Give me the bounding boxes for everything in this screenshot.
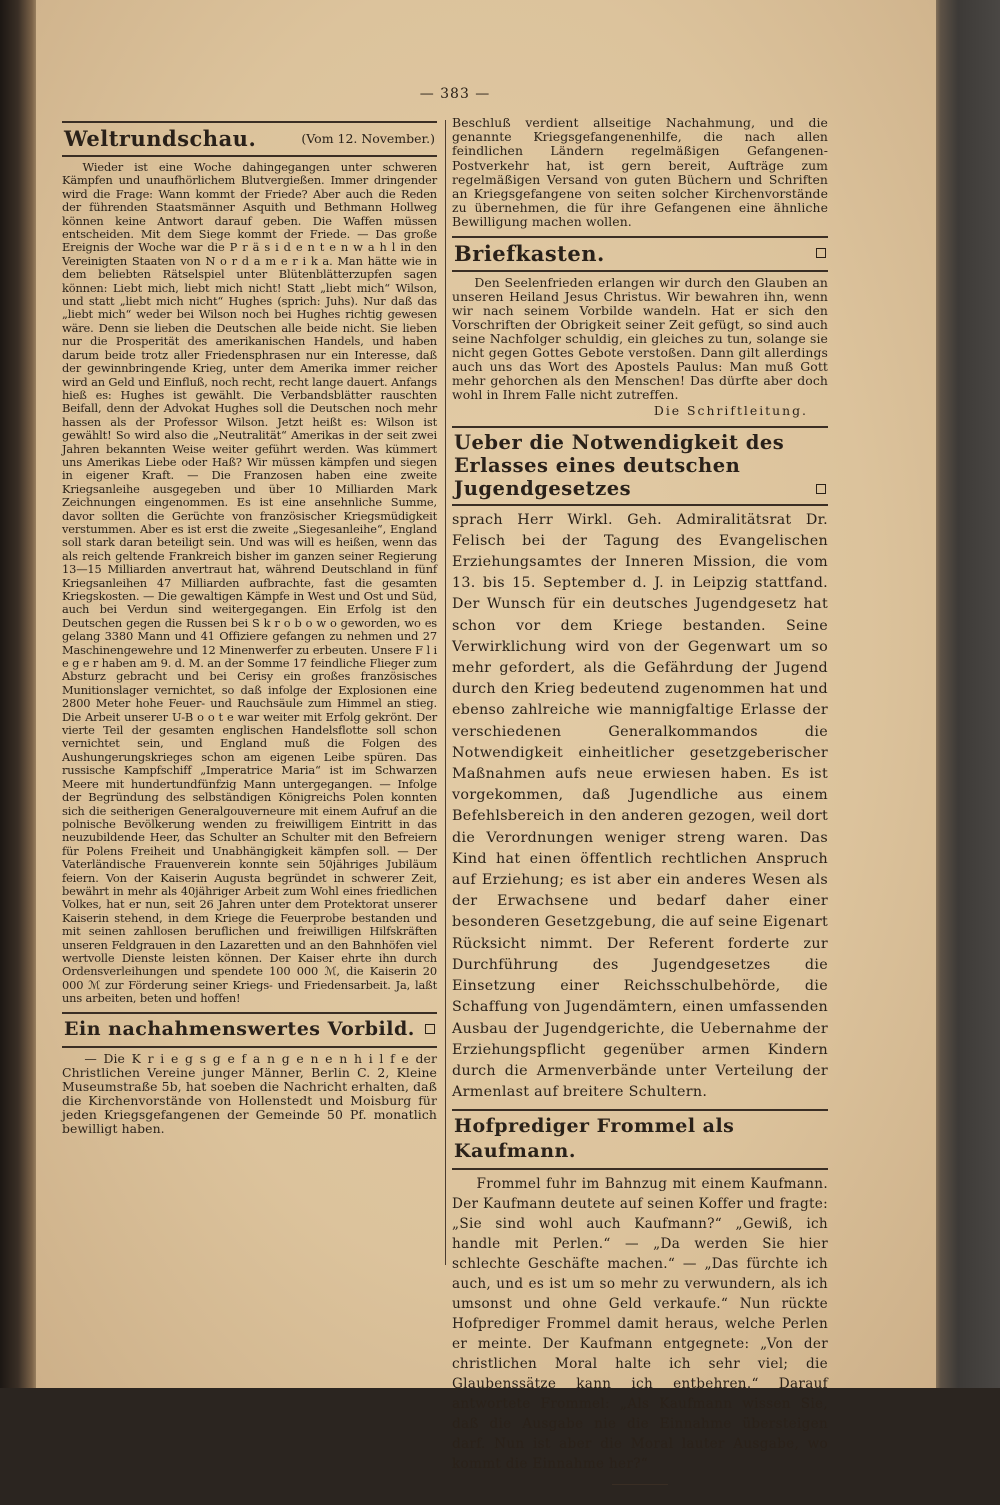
frommel-title: Hofprediger Frommel als Kaufmann. [454, 1115, 735, 1163]
briefkasten-title: Briefkasten. [454, 240, 605, 266]
weltrundschau-title: Weltrundschau. [64, 126, 257, 151]
section-rule [452, 504, 828, 506]
weltrundschau-date: (Vom 12. November.) [301, 131, 435, 146]
right-column [452, 116, 828, 1505]
vorbild-body: — Die K r i e g s g e f a n g e n e n h i l f e der Christlichen Vereine junger Männer, Berlin C. 2, Kleine Museumstraße 5b, hat soeben die Nachricht erhalten, daß die Kirchenvorstände von Hollenstedt und Moisburg für jeden Kriegsgefangenen der Gemeinde 50 Pf. monatlich bewilligt haben. [62, 1050, 437, 1136]
vorbild-continuation: Beschluß verdient allseitige Nachahmung, und die genannte Kriegsgefangenenhilfe, die nach allen feindlichen Ländern regelmäßigen Gefangenen-Postverkehr hat, ist gern bereit, Aufträge zum regelmäßigen Versand von guten Büchern und Schriften an Kriegsgefangene von seiten solcher Kirchenvorstände zu übernehmen, die für ihre Gefangenen eine ähnliche Bewilligung machen wollen. [452, 115, 828, 230]
jugendgesetz-title: Ueber die Notwendigkeit des Erlasses eines deutschen Jugendgesetzes [454, 430, 785, 500]
left-column [62, 121, 437, 1162]
end-rule [612, 1484, 668, 1485]
frommel-body: Frommel fuhr im Bahnzug mit einem Kaufmann. Der Kaufmann deutete auf seinen Koffer und fragte: „Sie sind wohl auch Kaufmann?“ „Gewiß, ich handle mit Perlen.“ — „Da werden Sie hier schlechte Geschäfte machen.“ — „Das fürchte ich auch, und es ist um so mehr zu verwundern, als ich umsonst und ohne Geld verkaufe.“ Nun rückte Hofprediger Frommel damit heraus, welche Perlen er meinte. Der Kaufmann entgegnete: „Von der christlichen Moral halte ich sehr viel; die Glaubenssätze kann ich entbehren.“ Darauf antwortete Frommel: „Als Kaufmann wissen Sie, daß die Ausgabe nie die Einnahme übersteigen darf. Nun ist aber die Moral lauter Ausgabe, wo kommt die Einnahme her?“ [452, 1176, 828, 1473]
weltrundschau-body: Wieder ist eine Woche dahingegangen unter schweren Kämpfen und unaufhörlichem Blutvergießen. Immer dringender wird die Frage: Wann kommt der Friede? Aber auch die Reden der führenden Staatsmänner Asquith und Bethmann Hollweg können keine Antwort darauf geben. Die Waffen müssen entscheiden. Mit dem Siege kommt der Friede. — Das große Ereignis der Woche war die P r ä s i d e n t e n w a h l in den Vereinigten Staaten von N o r d a m e r i k a. Man hätte wie in dem beliebten Rätselspiel unter Blütenblätterzupfen sagen können: Liebt mich, liebt mich nicht! Statt „liebt mich“ Wilson, und statt „liebt mich nicht“ Hughes (sprich: Juhs). Nur daß das „liebt mich“ weder bei Wilson noch bei Hughes richtig gewesen wäre. Denn sie lieben die Deutschen alle beide nicht. Sie lieben nur die Prosperität des amerikanischen Handels, und haben darum beide trotz aller Friedensphrasen nur ein Interesse, daß der gewinnbringende Krieg, unter dem Amerika immer reicher wird an Geld und Einfluß, noch recht, recht lange dauert. Anfangs hieß es: Hughes ist gewählt. Die Verbandsblätter rauschten Beifall, denn der Advokat Hughes soll die Deutschen noch mehr hassen als der Professor Wilson. Jetzt heißt es: Wilson ist gewählt! So wird also die „Neutralität“ Amerikas in der seit zwei Jahren bekannten Weise weiter geführt werden. Was kümmert uns Amerikas Liebe oder Haß? Wir müssen kämpfen und siegen in eigener Kraft. — Die Franzosen haben eine zweite Kriegsanleihe ausgegeben und über 10 Milliarden Mark Zeichnungen eingenommen. Es ist eine ansehnliche Summe, davor sollten die Gerüchte von französischer Kriegsmüdigkeit verstummen. Aber es ist erst die zweite „Siegesanleihe“, England soll stark daran beteiligt sein. Und was will es heißen, wenn das als reich geltende Frankreich bisher im ganzen seiner Regierung 13—15 Milliarden anvertraut hat, während Deutschland in fünf Kriegsanleihen 47 Milliarden aufbrachte, fast die gesamten Kriegskosten. — Die gewaltigen Kämpfe in West und Ost und Süd, auch bei Verdun sind weitergegangen. Ein Erfolg ist den Deutschen gegen die Russen bei S k r o b o w o geworden, wo es gelang 3380 Mann und 41 Offiziere gefangen zu nehmen und 27 Maschinengewehre und 12 Minenwerfer zu erbeuten. Unsere F l i e g e r haben am 9. d. M. an der Somme 17 feindliche Flieger zum Absturz gebracht und bei Cerisy ein großes französisches Munitionslager vernichtet, so daß infolge der Explosionen eine 2800 Meter hohe Feuer- und Rauchsäule zum Himmel an stieg. Die Arbeit unserer U-B o o t e war weiter mit Erfolg gekrönt. Der vierte Teil der gesamten englischen Handelsflotte soll schon vernichtet sein, und England muß die Folgen des Aushungerungskrieges schon am eigenen Leibe spüren. Das russische Kampfschiff „Imperatrice Maria“ ist im Schwarzen Meere mit hundertundfünfzig Mann untergegangen. — Infolge der Begründung des selbständigen Königreichs Polen konnten sich die seitherigen Generalgouverneure mit einem Aufruf an die polnische Bevölkerung wenden zu freiwilligem Eintritt in das neuzubildende Heer, das Schulter an Schulter mit den Befreiern für Polens Freiheit und Unabhängigkeit kämpfen soll. — Der Vaterländische Frauenverein konnte sein 50jähriges Jubiläum feiern. Von der Kaiserin Augusta begründet in schwerer Zeit, bewährt in mehr als 40jähriger Arbeit zum Wohl eines friedlichen Volkes, hat er nun, seit 26 Jahren unter dem Protektorat unserer Kaiserin stehend, in dem Kriege die Feuerprobe bestanden und mit seinen zahllosen beruflichen und freiwilligen Hilfskräften unseren Feldgrauen in den Lazaretten und an den Bahnhöfen viel wertvolle Dienste leisten können. Der Kaiser ehrte ihn durch Ordensverleihungen und spendete 100 000 ℳ, die Kaiserin 20 000 ℳ zur Förderung seiner Kriegs- und Friedensarbeit. Ja, laßt uns arbeiten, beten und hoffen! [62, 160, 437, 1006]
briefkasten-body: Den Seelenfrieden erlangen wir durch den Glauben an unseren Heiland Jesus Christus. Wir bewahren ihn, wenn wir nach seinem Vorbilde wandeln. Hat er sich den Vorschriften der Obrigkeit seiner Zeit gefügt, so sind auch seine Nachfolger schuldig, ein gleiches zu tun, solange sie nicht gegen Gottes Gebote verstoßen. Dann gilt allerdings auch uns das Wort des Apostels Paulus: Man muß Gott mehr gehorchen als den Menschen! Das dürfte aber doch wohl in Ihrem Falle nicht zutreffen. [452, 274, 828, 402]
section-rule [452, 270, 828, 272]
book-binding-right [930, 0, 1000, 1388]
section-rule [62, 155, 437, 157]
frommel-header [452, 1111, 828, 1168]
briefkasten-signature: Die Schriftleitung. [653, 402, 808, 418]
page-number: — 383 — [419, 86, 491, 102]
briefkasten-header [452, 238, 828, 270]
section-end-square-icon [816, 248, 826, 258]
vorbild-title: Ein nachahmenswertes Vorbild. [64, 1017, 415, 1040]
column-divider [445, 120, 446, 1265]
section-end-square-icon [425, 1024, 435, 1034]
book-binding-left [0, 0, 40, 1388]
section-rule [452, 1168, 828, 1170]
jugendgesetz-header [452, 428, 828, 504]
section-rule [62, 1046, 437, 1048]
weltrundschau-header [62, 123, 437, 155]
section-end-square-icon [816, 484, 826, 494]
jugendgesetz-body: sprach Herr Wirkl. Geh. Admiralitätsrat Dr. Felisch bei der Tagung des Evangelischen Erziehungsamtes der Inneren Mission, die vom 13. bis 15. September d. J. in Leipzig stattfand. Der Wunsch für ein deutsches Jugendgesetz hat schon vor dem Kriege bestanden. Seine Verwirklichung wird von der Gegenwart um so mehr gefordert, als die Gefährdung der Jugend durch den Krieg bedeutend zugenommen hat und ebenso zahlreiche wie mannigfaltige Erlasse der verschiedenen Generalkommandos die Notwendigkeit einheitlicher gesetzgeberischer Maßnahmen aufs neue erwiesen haben. Es ist vorgekommen, daß Jugendliche aus einem Befehlsbereich in den anderen gezogen, weil dort die Verordnungen weniger streng waren. Das Kind hat einen öffentlich rechtlichen Anspruch auf Erziehung; es ist aber ein anderes Wesen als der Erwachsene und bedarf daher einer besonderen Gesetzgebung, die auf seine Eigenart Rücksicht nimmt. Der Referent forderte zur Durchführung des Jugendgesetzes die Einsetzung einer Reichsschulbehörde, die Schaffung von Jugendämtern, einen umfassenden Ausbau der Jugendgerichte, die Uebernahme der Erziehungspflicht gegenüber armen Kindern durch die Armenverbände unter Verteilung der Armenlast auf breitere Schultern. [452, 511, 828, 1101]
vorbild-header [62, 1014, 437, 1046]
